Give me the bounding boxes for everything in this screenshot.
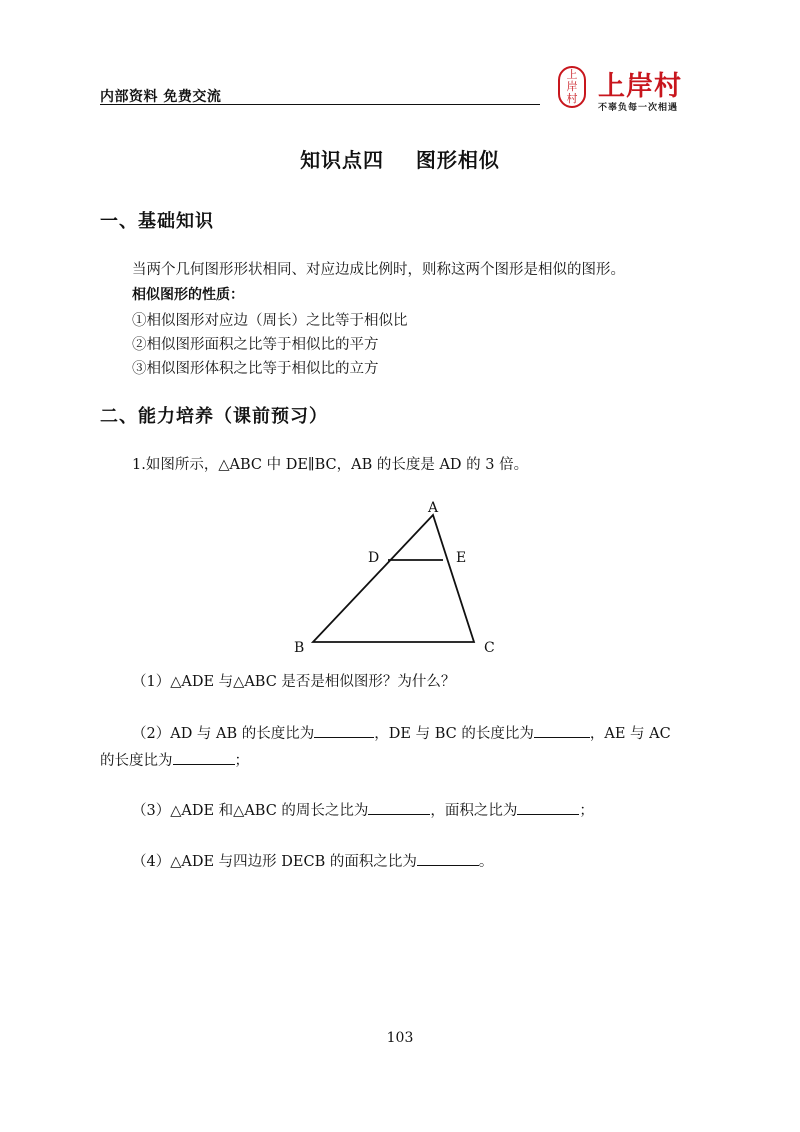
question-2	[132, 722, 671, 743]
point-label-e: E	[456, 550, 467, 566]
question-2-part-c: ，AE 与 AC	[589, 726, 671, 742]
point-label-d: D	[368, 550, 380, 566]
question-1: （1）△ADE 与△ABC 是否是相似图形？为什么？	[132, 674, 456, 690]
question-2-part-a: （2）AD 与 AB 的长度比为	[132, 726, 315, 742]
section-heading-practice: 二、能力培养（课前预习）	[100, 406, 328, 427]
brand-name: 上岸村	[598, 71, 682, 102]
vertex-label-b: B	[294, 640, 305, 656]
properties-heading: 相似图形的性质：	[132, 287, 244, 303]
seal-char-2: 岸	[566, 80, 578, 93]
page-title: 知识点四 图形相似	[300, 148, 500, 172]
question-2-part-d: 的长度比为	[100, 753, 173, 769]
vertex-label-c: C	[484, 640, 495, 656]
question-4	[132, 850, 493, 871]
answer-blank-perimeter-ratio[interactable]	[368, 800, 430, 815]
question-3-part-c: ；	[579, 803, 594, 819]
answer-blank-area-ratio[interactable]	[517, 800, 579, 815]
problem-statement: 1.如图所示，△ABC 中 DE∥BC，AB 的长度是 AD 的 3 倍。	[132, 457, 529, 473]
seal-char-1: 上	[566, 68, 578, 81]
header-label: 内部资料 免费交流	[100, 89, 222, 105]
property-item-1: ①相似图形对应边（周长）之比等于相似比	[132, 313, 408, 329]
question-4-part-a: （4）△ADE 与四边形 DECB 的面积之比为	[132, 854, 417, 870]
question-2-continued	[100, 749, 249, 770]
question-2-part-e: ；	[234, 753, 249, 769]
triangle-abc	[313, 515, 474, 642]
question-2-part-b: ，DE 与 BC 的长度比为	[374, 726, 534, 742]
vertex-label-a: A	[428, 500, 439, 516]
property-item-3: ③相似图形体积之比等于相似比的立方	[132, 361, 379, 377]
definition-text: 当两个几何图形形状相同、对应边成比例时，则称这两个图形是相似的图形。	[132, 262, 625, 278]
header-rule	[100, 104, 540, 105]
answer-blank-ade-decb-area[interactable]	[417, 851, 479, 866]
triangle-figure	[280, 490, 520, 665]
question-3	[132, 799, 594, 820]
answer-blank-de-bc[interactable]	[534, 723, 590, 738]
seal-char-3: 村	[566, 92, 578, 105]
answer-blank-ad-ab[interactable]	[314, 723, 374, 738]
property-item-2: ②相似图形面积之比等于相似比的平方	[132, 337, 379, 353]
section-heading-basics: 一、基础知识	[100, 211, 214, 232]
page-number: 103	[386, 1030, 414, 1046]
brand-seal-logo	[558, 66, 586, 108]
answer-blank-ae-ac[interactable]	[173, 750, 235, 765]
question-3-part-a: （3）△ADE 和△ABC 的周长之比为	[132, 803, 369, 819]
question-4-part-b: 。	[478, 854, 494, 870]
question-3-part-b: ，面积之比为	[430, 803, 518, 819]
brand-slogan: 不辜负每一次相遇	[598, 103, 679, 113]
